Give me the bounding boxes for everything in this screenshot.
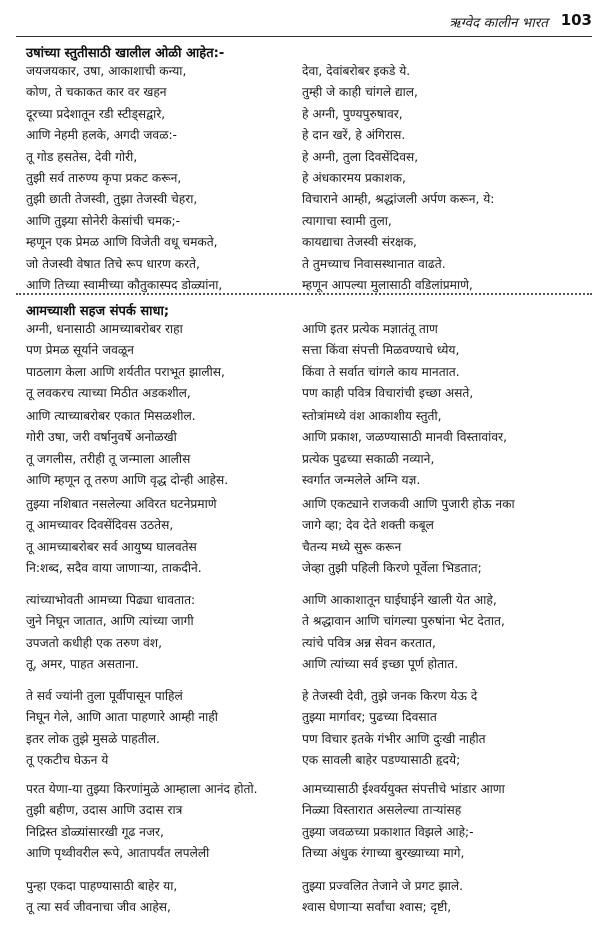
verse-line: हे तेजस्वी देवी, तुझे जनक किरण येऊ दे <box>302 689 478 703</box>
verse-line: तू लवकरच त्याच्या मिठीत अडकशील, <box>26 386 191 401</box>
stanza-left <box>26 779 288 865</box>
stanza-left <box>26 876 288 919</box>
verse-line: गोरी उषा, जरी वर्षानुवर्षे अनोळखी <box>26 430 177 445</box>
verse-line: तिच्या अंधुक रंगाच्या बुरख्याच्या मागे, <box>302 846 465 861</box>
verse-line: तुझ्या नशिबात नसलेल्या अविरत घटनेप्रमाणे <box>26 497 217 511</box>
verse-line: तू आमच्याबरोबर सर्व आयुष्य घालवतेस <box>26 539 197 554</box>
verse-line: परत येणा-या तुझ्या किरणांमुळे आम्हाला आनंद होतो. <box>26 782 258 796</box>
header-rule <box>16 36 592 37</box>
section-heading-contact: आमच्याशी सहज संपर्क साधा; <box>26 304 170 319</box>
stanza-right <box>302 319 592 405</box>
verse-line: श्वास घेणाऱ्या सर्वांचा श्वास; दृष्टी, <box>302 900 452 915</box>
verse-line: आणि प्रकाश, जळण्यासाठी मानवी विस्तावांवर, <box>302 430 507 445</box>
stanza-left <box>26 494 288 580</box>
verse-line: स्तोत्रांमध्ये वंश आकाशीय स्तुती, <box>302 409 442 423</box>
verse-line: जेव्हा तुझी पहिली किरणे पूर्वेला भिडतात; <box>302 561 482 576</box>
verse-line: हे अंधकारमय प्रकाशक, <box>302 170 406 185</box>
verse-line: जयजयकार, उषा, आकाशाची कन्या, <box>26 64 187 78</box>
stanza-right <box>302 686 592 772</box>
stanza-right <box>302 494 592 580</box>
verse-line: पाठलाग केला आणि शर्यतीत पराभूत झालीस, <box>26 364 225 379</box>
verse-line: ते सर्व ज्यांनी तुला पूर्वीपासून पाहिलं <box>26 689 183 703</box>
verse-line: इतर लोक तुझे मुसळे पाहतील. <box>26 731 160 746</box>
stanza-left <box>26 590 288 676</box>
verse-line: तुझ्या मार्गावर; पुढच्या दिवसात <box>302 710 437 725</box>
stanza-right <box>302 779 592 865</box>
stanza-right <box>302 406 592 492</box>
verse-line: आणि त्यांच्या सर्व इच्छा पूर्ण होतात. <box>302 657 459 672</box>
verse-line: कायद्याचा तेजस्वी संरक्षक, <box>302 235 417 250</box>
verse-line: त्यांच्याभोवती आमच्या पिढ्या धावतात: <box>26 593 196 607</box>
verse-line: म्हणून आपल्या मुलासाठी वडिलांप्रमाणे, <box>302 277 473 292</box>
verse-line: तुम्ही जे काही चांगले द्याल, <box>302 85 418 100</box>
verse-line: आणि म्हणून तू तरुण आणि वृद्ध दोन्ही आहेस. <box>26 473 229 488</box>
verse-line: ते तुमच्याच निवासस्थानात वाढते. <box>302 256 446 271</box>
verse-line: त्यागाचा स्वामी तुला, <box>302 213 392 228</box>
verse-line: जुने निघून जातात, आणि त्यांच्या जागी <box>26 614 194 629</box>
verse-line: हे अग्नी, पुण्यपुरुषावर, <box>302 106 403 121</box>
verse-line: तुझ्या प्रज्वलित तेजाने जे प्रगट झाले. <box>302 879 464 893</box>
verse-line: दूरच्या प्रदेशातून रडी स्टीड्सद्वारे, <box>26 106 166 121</box>
stanza-left <box>26 319 288 405</box>
verse-line: त्यांचे पवित्र अन्न सेवन करतात, <box>302 635 436 650</box>
verse-line: उपजतो कधीही एक तरुण वंश, <box>26 635 162 650</box>
verse-line: तू गोड हसतेस, देवी गोरी, <box>26 149 138 164</box>
running-title: ऋग्वेद कालीन भारत <box>449 15 548 31</box>
verse-line: तुझी सर्व तारुण्य कृपा प्रकट करून, <box>26 170 182 185</box>
verse-line: आणि तुझ्या सोनेरी केसांची चमक;- <box>26 213 180 228</box>
verse-line: पुन्हा एकदा पाहण्यासाठी बाहेर या, <box>26 879 178 893</box>
verse-line: तू आमच्यावर दिवसेंदिवस उठतेस, <box>26 518 174 533</box>
verse-line: जागे व्हा; देव देते शक्ती कबूल <box>302 518 434 533</box>
verse-line: प्रत्येक पुढच्या सकाळी नव्याने, <box>302 451 435 466</box>
verse-line: तुझी छाती तेजस्वी, तुझा तेजस्वी चेहरा, <box>26 192 198 207</box>
verse-line: तुझ्या जवळच्या प्रकाशात विझले आहे;- <box>302 824 474 839</box>
stanza-left <box>26 406 288 492</box>
section-heading-ushas: उषांच्या स्तुतीसाठी खालील ओळी आहेत:- <box>26 46 225 61</box>
stanza-left <box>26 686 288 772</box>
verse-line: आणि इतर प्रत्येक मज्ञातंतू ताण <box>302 322 438 336</box>
verse-line: निळ्या विस्तारात असलेल्या ताऱ्यांसह <box>302 803 462 818</box>
verse-line: पण प्रेमळ सूर्याने जवळून <box>26 343 134 358</box>
page-header <box>16 10 592 36</box>
section-divider <box>16 293 592 295</box>
stanza-right <box>302 876 592 919</box>
verse-line: एक सावली बाहेर पडण्यासाठी हृदये; <box>302 753 461 768</box>
verse-line: जो तेजस्वी वेषात तिचे रूप धारण करते, <box>26 256 200 271</box>
verse-line: तू जगलीस, तरीही तू जन्माला आलीस <box>26 451 191 466</box>
verse-line: नि:शब्द, सदैव वाया जाणाऱ्या, ताकदीने. <box>26 561 202 576</box>
verse-line: चैतन्य मध्ये सुरू करून <box>302 539 402 554</box>
verse-line: ते श्रद्धावान आणि चांगल्या पुरुषांना भेट देतात, <box>302 614 505 629</box>
verse-line: तू एकटीच घेऊन ये <box>26 753 109 768</box>
verse-line: निद्रिस्त डोळ्यांसारखी गूढ नजर, <box>26 824 164 839</box>
verse-line: पण काही पवित्र विचारांची इच्छा असते, <box>302 386 474 401</box>
verse-line: सत्ता किंवा संपत्ती मिळवण्याचे ध्येय, <box>302 343 460 358</box>
verse-line: आणि पृथ्वीवरील रूपे, आतापर्यंत लपलेली <box>26 846 210 861</box>
verse-line: आमच्यासाठी ईश्वर्ययुक्त संपत्तीचे भांडार आणा <box>302 782 505 796</box>
verse-line: आणि तिच्या स्वामीच्या कौतुकास्पद डोळ्यांना, <box>26 277 223 292</box>
verse-line: अग्नी, धनासाठी आमच्याबरोबर राहा <box>26 322 183 336</box>
verse-line: तू, अमर, पाहत असताना. <box>26 657 139 672</box>
verse-line: म्हणून एक प्रेमळ आणि विजेती वधू चमकते, <box>26 235 218 250</box>
verse-line: आणि त्याच्याबरोबर एकात मिसळशील. <box>26 409 196 423</box>
verse-line: हे दान खरें, हे अंगिरास. <box>302 128 406 143</box>
page-number: 103 <box>560 11 592 29</box>
verse-line: किंवा ते सर्वात चांगले काय मानतात. <box>302 364 460 379</box>
verse-line: निघून गेले, आणि आता पाहणारे आम्ही नाही <box>26 710 218 725</box>
verse-line: तुझी बहीण, उदास आणि उदास रात्र <box>26 803 183 818</box>
verse-line: हे अग्नी, तुला दिवसेंदिवस, <box>302 149 419 164</box>
verse-line: पण विचार इतके गंभीर आणि दुःखी नाहीत <box>302 731 486 746</box>
verse-line: कोण, ते चकाकत कार वर खहन <box>26 85 167 100</box>
verse-line: आणि आकाशातून घाईघाईने खाली येत आहे, <box>302 593 497 607</box>
poem-column-right <box>302 61 592 296</box>
verse-line: विचाराने आम्ही, श्रद्धांजली अर्पण करून, ये: <box>302 192 495 207</box>
stanza-right <box>302 590 592 676</box>
verse-line: स्वर्गात जन्मलेले अग्नि यज्ञ. <box>302 473 421 488</box>
verse-line: देवा, देवांबरोबर इकडे ये. <box>302 64 411 78</box>
verse-line: तू त्या सर्व जीवनाचा जीव आहेस, <box>26 900 171 915</box>
poem-column-left <box>26 61 288 296</box>
verse-line: आणि एकट्याने राजकवी आणि पुजारी होऊ नका <box>302 497 515 511</box>
verse-line: आणि नेहमी हलके, अगदी जवळ:- <box>26 128 177 143</box>
